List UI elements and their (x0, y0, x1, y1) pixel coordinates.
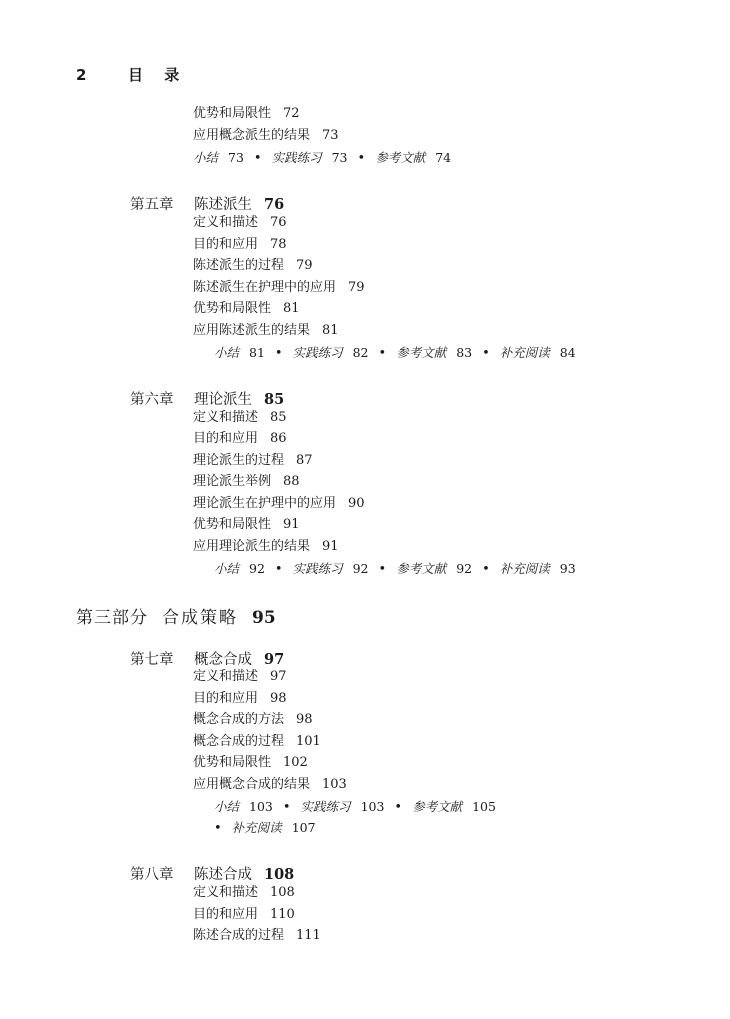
entry-page: 86 (270, 431, 287, 446)
entry-page: 110 (270, 907, 295, 922)
entry-page: 108 (270, 885, 295, 900)
toc-entry[interactable] (193, 323, 339, 339)
toc-entry[interactable] (193, 237, 287, 253)
entry-page: 98 (296, 712, 313, 727)
bullet-icon: • (482, 562, 490, 577)
toc-entry[interactable] (193, 539, 339, 555)
toc-entry[interactable] (193, 928, 321, 944)
entry-title: 定义和描述 (193, 215, 259, 230)
toc-entry[interactable] (193, 691, 287, 707)
part-title: 合成策略 (162, 608, 238, 628)
misc-page: 92 (456, 561, 473, 576)
misc-page: 93 (559, 561, 576, 576)
entry-title: 理论派生的过程 (193, 453, 285, 468)
misc-page: 92 (249, 561, 265, 576)
bullet-icon: • (274, 562, 283, 577)
misc-page: 74 (435, 150, 452, 165)
toc-entry[interactable] (193, 453, 313, 469)
entry-title: 优势和局限性 (193, 755, 272, 770)
chapter-title: 陈述派生 (194, 197, 252, 213)
bullet-icon: • (482, 346, 490, 361)
toc-entry[interactable] (193, 734, 321, 750)
chapter-heading[interactable] (130, 648, 284, 669)
entry-page: 98 (270, 691, 287, 706)
misc-label[interactable]: 实践练习 (271, 150, 322, 165)
entry-page: 85 (270, 410, 287, 425)
misc-label[interactable]: 小结 (214, 561, 240, 576)
entry-page: 87 (296, 453, 313, 468)
toc-entry[interactable] (193, 669, 287, 685)
misc-label[interactable]: 补充阅读 (499, 345, 550, 360)
entry-title: 理论派生在护理中的应用 (193, 496, 337, 511)
toc-entry[interactable] (193, 907, 295, 923)
chapter-number: 第六章 (130, 392, 174, 408)
misc-page: 83 (456, 345, 473, 360)
toc-entry[interactable] (193, 755, 308, 771)
entry-title: 优势和局限性 (193, 106, 272, 121)
entry-title: 应用陈述派生的结果 (193, 323, 311, 338)
entry-title: 概念合成的方法 (193, 712, 285, 727)
entry-title: 应用概念派生的结果 (193, 128, 311, 143)
misc-label[interactable]: 补充阅读 (499, 561, 550, 576)
toc-misc-row (214, 799, 496, 816)
misc-page: 105 (472, 799, 496, 814)
part-heading[interactable] (76, 603, 276, 628)
chapter-number: 第八章 (130, 867, 174, 883)
bullet-icon: • (378, 346, 387, 361)
toc-entry[interactable] (193, 106, 300, 122)
chapter-title: 陈述合成 (194, 867, 252, 883)
entry-title: 目的和应用 (193, 237, 259, 252)
toc-entry[interactable] (193, 431, 287, 447)
chapter-heading[interactable] (130, 388, 284, 409)
entry-page: 78 (270, 237, 287, 252)
bullet-icon: • (394, 800, 403, 815)
misc-page: 73 (228, 150, 244, 165)
toc-entry[interactable] (193, 410, 287, 426)
entry-title: 目的和应用 (193, 907, 259, 922)
bullet-icon: • (214, 821, 222, 836)
entry-page: 97 (270, 669, 287, 684)
bullet-icon: • (357, 151, 366, 166)
chapter-page: 97 (264, 651, 285, 668)
bullet-icon: • (274, 346, 283, 361)
chapter-page: 108 (264, 866, 295, 883)
toc-entry[interactable] (193, 885, 295, 901)
toc-entry[interactable] (193, 128, 339, 144)
toc-entry[interactable] (193, 517, 300, 533)
entry-page: 81 (283, 301, 300, 316)
misc-label[interactable]: 补充阅读 (231, 820, 282, 835)
entry-title: 目的和应用 (193, 431, 259, 446)
toc-entry[interactable] (193, 280, 365, 296)
misc-label[interactable]: 参考文献 (396, 345, 447, 360)
misc-page: 92 (352, 561, 369, 576)
entry-title: 陈述派生的过程 (193, 258, 285, 273)
entry-page: 73 (322, 128, 339, 143)
misc-page: 81 (249, 345, 265, 360)
misc-page: 82 (352, 345, 369, 360)
chapter-heading[interactable] (130, 193, 284, 214)
toc-entry[interactable] (193, 258, 313, 274)
toc-entry[interactable] (193, 301, 300, 317)
entry-page: 91 (283, 517, 300, 532)
chapter-number: 第七章 (130, 652, 174, 668)
chapter-title: 理论派生 (194, 392, 252, 408)
entry-title: 应用概念合成的结果 (193, 777, 311, 792)
entry-page: 72 (283, 106, 300, 121)
entry-title: 理论派生举例 (193, 474, 272, 489)
bullet-icon: • (253, 151, 262, 166)
toc-entry[interactable] (193, 496, 365, 512)
toc-entry[interactable] (193, 474, 300, 490)
part-page: 95 (252, 608, 276, 628)
entry-title: 应用理论派生的结果 (193, 539, 311, 554)
entry-title: 优势和局限性 (193, 301, 272, 316)
entry-title: 陈述合成的过程 (193, 928, 285, 943)
entry-page: 79 (296, 258, 313, 273)
entry-title: 优势和局限性 (193, 517, 272, 532)
entry-page: 76 (270, 215, 287, 230)
toc-misc-row (214, 561, 576, 578)
entry-title: 概念合成的过程 (193, 734, 285, 749)
misc-page: 84 (559, 345, 576, 360)
bullet-icon: • (378, 562, 387, 577)
misc-page: 103 (360, 799, 385, 814)
misc-label[interactable]: 实践练习 (292, 345, 343, 360)
misc-page: 103 (249, 799, 273, 814)
misc-page: 73 (331, 150, 348, 165)
toc-misc-row (214, 820, 316, 837)
header-title: 目 录 (128, 66, 188, 84)
misc-label[interactable]: 参考文献 (375, 150, 426, 165)
part-number: 第三部分 (76, 608, 148, 628)
misc-page: 107 (291, 820, 316, 835)
toc-misc-row (214, 345, 576, 362)
toc-entry[interactable] (193, 712, 313, 728)
chapter-page: 85 (264, 391, 285, 408)
chapter-title: 概念合成 (194, 652, 252, 668)
toc-entry[interactable] (193, 215, 287, 231)
toc-entry[interactable] (193, 777, 347, 793)
entry-page: 101 (296, 734, 321, 749)
entry-title: 陈述派生在护理中的应用 (193, 280, 337, 295)
chapter-page: 76 (264, 196, 285, 213)
misc-label[interactable]: 参考文献 (412, 799, 463, 814)
misc-label[interactable]: 实践练习 (300, 799, 351, 814)
entry-page: 111 (296, 928, 321, 943)
entry-page: 103 (322, 777, 347, 792)
page-header (76, 64, 187, 85)
misc-label[interactable]: 参考文献 (396, 561, 447, 576)
misc-label[interactable]: 小结 (214, 799, 240, 814)
chapter-number: 第五章 (130, 197, 174, 213)
misc-label[interactable]: 实践练习 (292, 561, 343, 576)
misc-label[interactable]: 小结 (214, 345, 240, 360)
entry-page: 102 (283, 755, 308, 770)
entry-page: 88 (283, 474, 300, 489)
toc-misc-row (193, 150, 451, 167)
entry-title: 目的和应用 (193, 691, 259, 706)
entry-title: 定义和描述 (193, 885, 259, 900)
header-page-number: 2 (76, 66, 87, 84)
entry-page: 79 (348, 280, 365, 295)
chapter-heading[interactable] (130, 863, 294, 884)
entry-title: 定义和描述 (193, 410, 259, 425)
entry-page: 91 (322, 539, 339, 554)
bullet-icon: • (282, 800, 291, 815)
entry-page: 81 (322, 323, 339, 338)
entry-title: 定义和描述 (193, 669, 259, 684)
entry-page: 90 (348, 496, 365, 511)
misc-label[interactable]: 小结 (193, 150, 219, 165)
